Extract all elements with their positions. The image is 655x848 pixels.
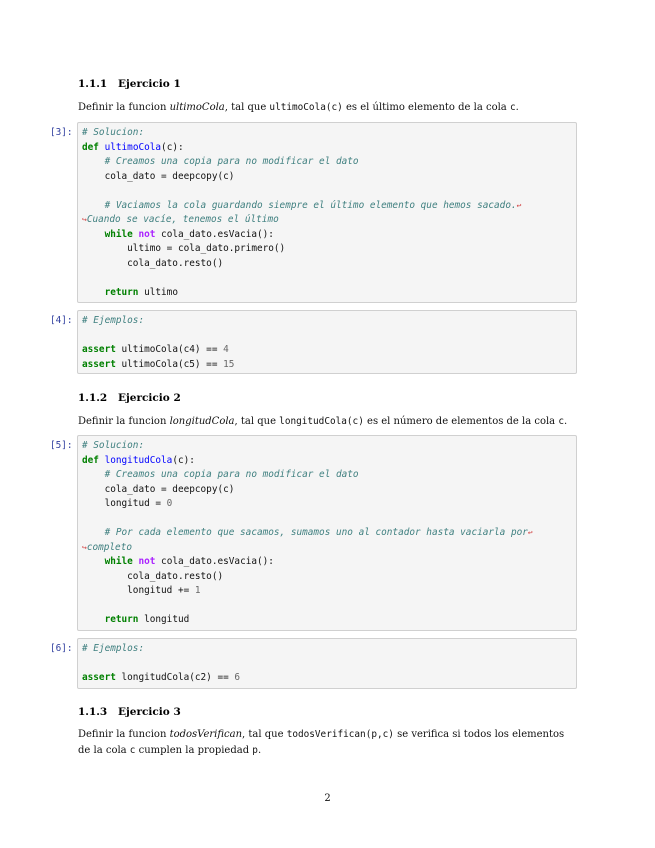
code-cell-examples-1[interactable] — [77, 310, 577, 374]
exercise-description-1 — [78, 100, 580, 116]
code-text: ultimo = cola_dato.primero() — [127, 243, 286, 254]
number-literal: 0 — [166, 498, 173, 509]
number-literal: 6 — [234, 672, 241, 683]
inline-code: longitudCola(c) — [279, 416, 364, 427]
code-text: ultimoCola(c5) == — [115, 358, 224, 370]
exercise-description-3 — [78, 727, 580, 758]
inline-code: ultimoCola(c) — [269, 102, 343, 113]
code-comment: # Solucion: — [82, 440, 145, 451]
inline-code: c — [129, 744, 136, 756]
code-cell-examples-2[interactable] — [77, 638, 577, 689]
code-comment: completo — [86, 541, 132, 553]
line-continue-icon: ↪ — [82, 542, 87, 552]
keyword: not — [138, 228, 156, 240]
desc-text: cumplen la propiedad — [135, 744, 253, 756]
code-cell-solution-1[interactable] — [77, 122, 577, 303]
number-literal: 4 — [223, 344, 229, 355]
desc-text: se verifica si todos los elementos — [393, 729, 565, 740]
keyword: assert — [82, 358, 116, 370]
number-literal: 1 — [194, 585, 201, 596]
section-title: Ejercicio 2 — [118, 392, 181, 404]
code-text: longitud += — [127, 585, 195, 596]
code-text: cola_dato.resto() — [127, 257, 224, 269]
code-text: longitud — [138, 614, 190, 625]
line-continue-icon: ↪ — [82, 215, 87, 224]
keyword: return — [104, 614, 139, 625]
code-comment: Cuando se vacíe, tenemos el último — [86, 214, 279, 225]
code-text: longitudCola(c2) == — [115, 672, 235, 683]
desc-text: de la cola — [78, 744, 130, 756]
page-number: 2 — [324, 793, 331, 804]
line-wrap-icon: ↩ — [516, 200, 522, 210]
function-name: longitudCola — [169, 416, 235, 427]
code-text: ultimo — [138, 286, 178, 298]
desc-text: . — [257, 744, 262, 756]
inline-code: todosVerifican(p,c) — [286, 729, 394, 740]
line-wrap-icon: ↩ — [527, 528, 533, 537]
keyword: while — [104, 228, 133, 240]
inline-code: p — [252, 744, 258, 756]
code-comment: # Ejemplos: — [82, 643, 145, 654]
function-name: todosVerifican — [169, 729, 243, 740]
keyword: return — [104, 286, 139, 298]
exercise-description-2 — [78, 414, 580, 430]
code-comment: # Solucion: — [82, 127, 145, 138]
section-number: 1.1.3 — [78, 706, 108, 718]
code-comment: # Vaciamos la cola guardando siempre el último elemento que hemos sacado. — [104, 199, 517, 211]
keyword: assert — [82, 344, 116, 355]
desc-text: , tal que — [242, 729, 287, 740]
section-number: 1.1.2 — [78, 392, 108, 404]
section-title: Ejercicio 3 — [118, 706, 181, 718]
function-name: ultimoCola — [169, 102, 225, 113]
code-text: cola_dato = deepcopy(c) — [104, 483, 235, 495]
keyword: while — [104, 556, 133, 567]
keyword: assert — [82, 672, 116, 683]
desc-text: , tal que — [234, 416, 280, 427]
code-cell-solution-2[interactable] — [77, 435, 577, 631]
desc-text: Definir la funcion — [78, 102, 170, 113]
desc-text: es el número de elementos de la cola — [363, 416, 559, 427]
code-comment: # Creamos una copia para no modificar el dato — [104, 156, 359, 167]
cell-prompt: [3]: — [50, 127, 73, 138]
keyword: not — [138, 556, 156, 567]
section-title: Ejercicio 1 — [118, 78, 181, 90]
code-comment: # Ejemplos: — [82, 315, 145, 326]
desc-text: . — [515, 102, 519, 113]
function-def-name: longitudCola — [104, 454, 173, 466]
section-heading-1-1-1 — [78, 78, 181, 90]
desc-text: Definir la funcion — [78, 416, 170, 427]
desc-text: . — [563, 416, 568, 427]
code-text: cola_dato.esVacia(): — [155, 228, 274, 240]
code-text: cola_dato.esVacia(): — [155, 556, 274, 567]
code-text: (c): — [172, 454, 195, 466]
cell-prompt: [4]: — [50, 315, 73, 326]
section-number: 1.1.1 — [78, 78, 108, 90]
section-heading-1-1-2 — [78, 392, 181, 404]
code-comment: # Por cada elemento que sacamos, sumamos uno al contador hasta vaciarla por — [104, 527, 528, 538]
function-def-name: ultimoCola — [104, 141, 162, 153]
inline-code: c — [558, 416, 564, 427]
desc-text: , tal que — [224, 102, 270, 113]
code-text: cola_dato.resto() — [127, 570, 224, 582]
code-text: cola_dato = deepcopy(c) — [104, 170, 235, 182]
keyword: def — [82, 141, 99, 153]
code-comment: # Creamos una copia para no modificar el dato — [104, 469, 359, 480]
code-text: longitud = — [104, 498, 167, 509]
code-text: (c): — [161, 141, 184, 153]
code-text: ultimoCola(c4) == — [115, 344, 224, 355]
inline-code: c — [509, 102, 516, 113]
cell-prompt: [6]: — [50, 643, 73, 654]
number-literal: 15 — [223, 358, 235, 370]
keyword: def — [82, 454, 99, 466]
desc-text: es el último elemento de la cola — [342, 102, 510, 113]
desc-text: Definir la funcion — [78, 729, 170, 740]
section-heading-1-1-3 — [78, 706, 181, 718]
cell-prompt: [5]: — [50, 440, 73, 451]
